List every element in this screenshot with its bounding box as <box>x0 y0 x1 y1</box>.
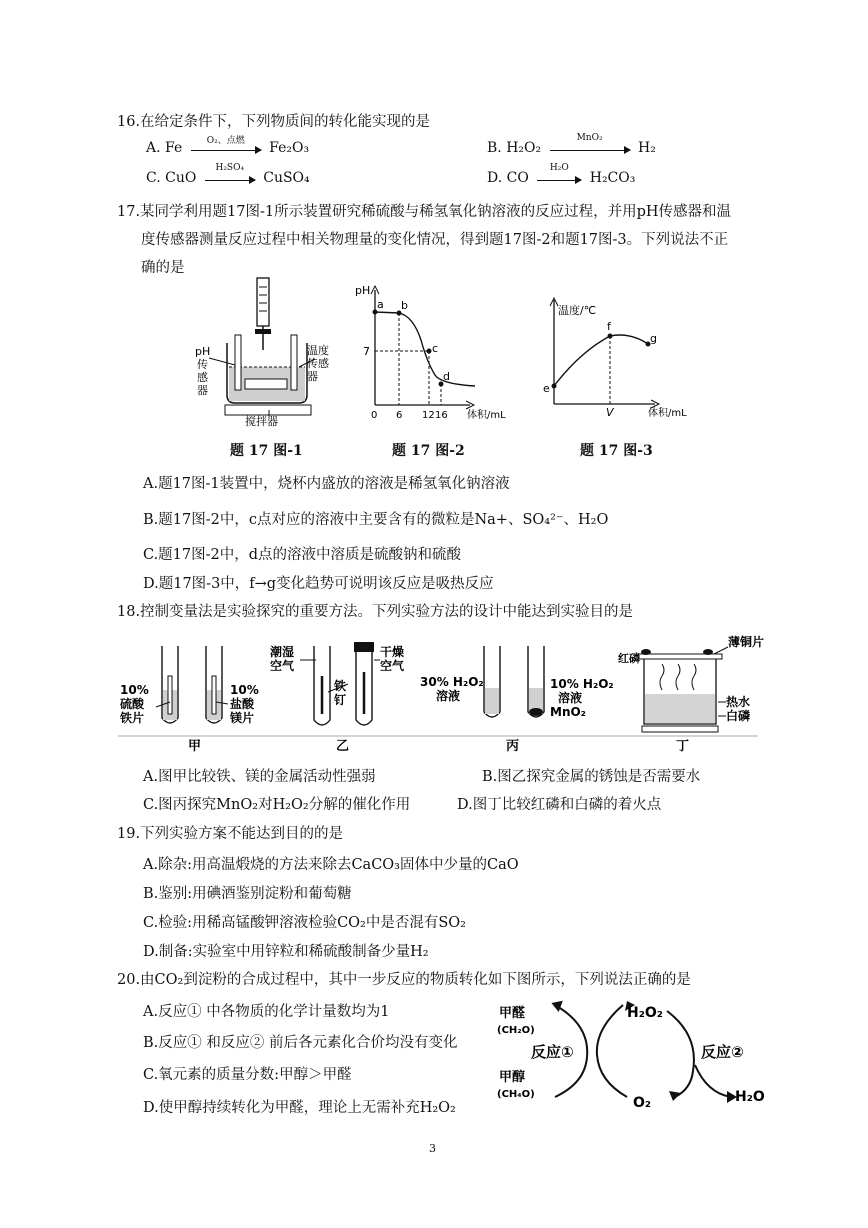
arrow-condition: H₂O <box>549 163 569 173</box>
label-reaction-2: 反应② <box>701 1043 744 1061</box>
ding-hot-water: 热水 <box>726 695 751 709</box>
q16-d-reactant: D. CO <box>487 170 529 186</box>
point-e: e <box>543 382 550 395</box>
fig17-2-ph-chart <box>355 280 525 425</box>
fig17-1-caption: 题 17 图-1 <box>230 443 303 459</box>
fig17-3-caption: 题 17 图-3 <box>580 443 653 459</box>
label-temp-2: 传感 <box>307 357 329 370</box>
q17-option-d: D.题17图-3中，f→g变化趋势可说明该反应是吸热反应 <box>143 576 494 592</box>
q18-option-a: A.图甲比较铁、镁的金属活动性强弱 <box>143 769 376 785</box>
q16-option-b <box>487 133 656 156</box>
jia-left-1: 10% <box>120 683 149 697</box>
axis-label-temp: 温度/℃ <box>558 304 597 317</box>
q16-option-c <box>146 163 310 186</box>
label-h2o2: H₂O₂ <box>627 1005 663 1021</box>
point-d: d <box>443 370 450 383</box>
reaction-arrow <box>191 136 261 155</box>
yi-nail-1: 铁 <box>334 679 347 693</box>
q17-option-c: C.题17图-2中，d点的溶液中溶质是硫酸钠和硫酸 <box>143 547 462 563</box>
fig17-2-caption: 题 17 图-2 <box>392 443 465 459</box>
label-formaldehyde: 甲醛 <box>499 1006 526 1021</box>
page-number: 3 <box>429 1142 436 1155</box>
label-reaction-1: 反应① <box>531 1043 574 1061</box>
q16-b-reactant: B. H₂O₂ <box>487 140 542 156</box>
point-b: b <box>401 299 408 312</box>
axis-label-ph: pH <box>355 284 371 297</box>
label-o2: O₂ <box>633 1095 652 1111</box>
q17-option-a: A.题17图-1装置中，烧杯内盛放的溶液是稀氢氧化钠溶液 <box>143 476 510 492</box>
label-temp-1: 温度 <box>307 344 329 357</box>
q19-option-d: D.制备:实验室中用锌粒和稀硫酸制备少量H₂ <box>143 944 429 960</box>
q16-option-a <box>146 136 310 156</box>
q16-b-product: H₂ <box>638 140 656 156</box>
q20-option-d: D.使甲醇持续转化为甲醛，理论上无需补充H₂O₂ <box>143 1100 456 1116</box>
yi-left-1: 潮湿 <box>270 645 295 659</box>
q19-stem: 19.下列实验方案不能达到目的的是 <box>117 826 344 842</box>
label-stirrer: 搅拌器 <box>245 415 278 428</box>
q16-a-reactant: A. Fe <box>146 140 183 156</box>
tick-seven: 7 <box>363 345 370 358</box>
axis-label-volume: 体积/mL <box>467 410 506 421</box>
q19-option-b: B.鉴别:用碘酒鉴别淀粉和葡萄糖 <box>143 886 352 902</box>
q16-c-product: CuSO₄ <box>263 170 310 186</box>
q17-stem-line1: 17.某同学利用题17图-1所示装置研究稀硫酸与稀氢氧化钠溶液的反应过程，并用pH传感器和温 <box>117 204 732 220</box>
ding-white-p: 白磷 <box>726 709 751 723</box>
q16-c-reactant: C. CuO <box>146 170 197 186</box>
q20-option-b: B.反应① 和反应② 前后各元素化合价均没有变化 <box>143 1035 458 1051</box>
reaction-arrow <box>205 163 255 185</box>
label-ph-sensor-2: 感 <box>197 371 208 384</box>
jia-right-3: 镁片 <box>230 711 255 725</box>
arrow-condition: MnO₂ <box>576 133 603 143</box>
bing-left-1: 30% H₂O₂ <box>420 675 484 689</box>
point-f: f <box>607 320 611 333</box>
arrow-condition: O₂、点燃 <box>206 136 245 146</box>
label-formaldehyde-formula: (CH₂O) <box>497 1025 535 1036</box>
q20-stem: 20.由CO₂到淀粉的合成过程中，其中一步反应的物质转化如下图所示，下列说法正确的是 <box>117 972 691 988</box>
q16-a-product: Fe₂O₃ <box>269 140 310 156</box>
reaction-arrow <box>537 163 581 185</box>
arrow-condition: H₂SO₄ <box>215 163 245 173</box>
point-a: a <box>377 298 384 311</box>
label-h2o: H₂O <box>735 1089 765 1105</box>
bing-right-1: 10% H₂O₂ <box>550 677 614 691</box>
ding-red-p: 红磷 <box>618 652 640 665</box>
q18-stem: 18.控制变量法是实验探究的重要方法。下列实验方法的设计中能达到实验目的是 <box>117 604 634 620</box>
q20-option-c: C.氧元素的质量分数:甲醇＞甲醛 <box>143 1067 352 1083</box>
q18-option-c: C.图丙探究MnO₂对H₂O₂分解的催化作用 <box>143 797 411 813</box>
fig17-1-apparatus <box>195 275 345 430</box>
q19-option-a: A.除杂:用高温煅烧的方法来除去CaCO₃固体中少量的CaO <box>143 857 519 873</box>
bing-caption: 丙 <box>506 739 520 754</box>
ding-caption: 丁 <box>676 739 690 754</box>
label-ph: pH <box>195 345 211 358</box>
q18-option-d: D.图丁比较红磷和白磷的着火点 <box>457 797 662 813</box>
q17-stem-line2: 度传感器测量反应过程中相关物理量的变化情况，得到题17图-2和题17图-3。下列说法不正 <box>141 232 729 248</box>
label-ph-sensor-1: 传 <box>197 358 208 371</box>
bing-right-3: MnO₂ <box>550 705 586 719</box>
label-ph-sensor-3: 器 <box>197 384 208 397</box>
ding-copper: 薄铜片 <box>728 635 765 649</box>
q16-stem: 16.在给定条件下，下列物质间的转化能实现的是 <box>117 114 431 130</box>
jia-caption: 甲 <box>188 739 202 754</box>
q20-option-a: A.反应① 中各物质的化学计量数均为1 <box>143 1004 390 1020</box>
q16-d-product: H₂CO₃ <box>589 170 636 186</box>
yi-right-2: 空气 <box>380 659 405 673</box>
q16-option-d <box>487 163 636 186</box>
q18-option-b: B.图乙探究金属的锈蚀是否需要水 <box>482 769 701 785</box>
bing-left-2: 溶液 <box>436 689 461 703</box>
q19-option-c: C.检验:用稀高锰酸钾溶液检验CO₂中是否混有SO₂ <box>143 915 466 931</box>
point-g: g <box>650 332 657 345</box>
jia-left-2: 硫酸 <box>120 697 145 711</box>
label-temp-3: 器 <box>307 370 318 383</box>
axis-label-volume: 体积/mL <box>648 408 687 419</box>
yi-nail-2: 钉 <box>334 693 347 707</box>
fig18-experiments <box>118 632 765 762</box>
q17-stem-line3: 确的是 <box>141 260 185 276</box>
yi-caption: 乙 <box>336 739 350 754</box>
tick-x-12: 12 <box>422 410 435 421</box>
yi-right-1: 干燥 <box>380 645 405 659</box>
tick-x-6: 6 <box>396 410 403 421</box>
jia-right-2: 盐酸 <box>230 697 255 711</box>
label-methanol-formula: (CH₄O) <box>497 1089 535 1100</box>
q20-cycle-diagram <box>495 995 770 1115</box>
yi-left-2: 空气 <box>270 659 295 673</box>
tick-v: V <box>606 406 614 419</box>
tick-x-16: 16 <box>435 410 448 421</box>
jia-left-3: 铁片 <box>120 711 145 725</box>
tick-x-0: 0 <box>371 410 378 421</box>
jia-right-1: 10% <box>230 683 259 697</box>
fig17-3-temp-chart <box>540 292 700 422</box>
point-c: c <box>432 342 439 355</box>
q17-option-b: B.题17图-2中，c点对应的溶液中主要含有的微粒是Na+、SO₄²⁻、H₂O <box>143 512 609 528</box>
bing-right-2: 溶液 <box>558 691 583 705</box>
label-methanol: 甲醇 <box>499 1070 526 1085</box>
reaction-arrow <box>550 133 630 155</box>
